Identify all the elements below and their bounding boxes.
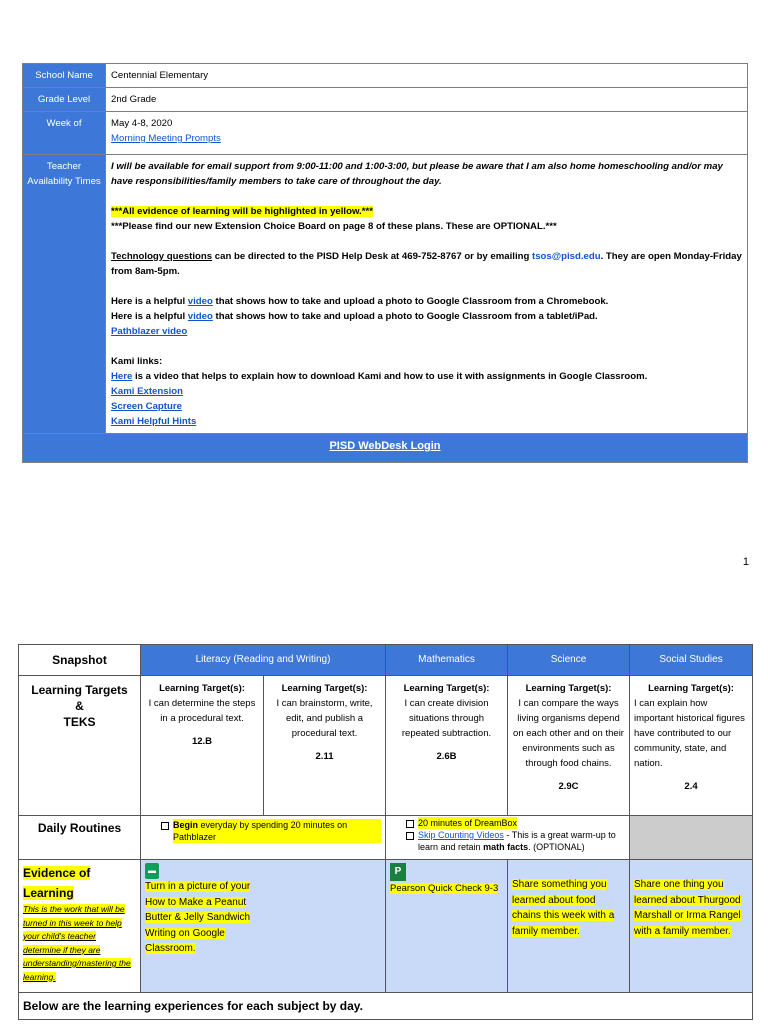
header-row bbox=[19, 645, 753, 676]
social-studies-evidence-text: Share one thing you learned about Thurgood Marshall or Irma Rangel with a family member. bbox=[634, 879, 741, 937]
info-table bbox=[22, 63, 748, 463]
availability-text: I will be available for email support from 9:00-11:00 and 1:00-3:00, but please be aware that I am also home homeschooling and/or may have responsibilities/family members to take care of throughout the day. bbox=[111, 161, 723, 187]
social-studies-target bbox=[630, 676, 753, 816]
kami-here-link[interactable]: Here bbox=[111, 371, 133, 382]
week-of-label: Week of bbox=[23, 112, 106, 155]
checkbox-icon bbox=[406, 832, 414, 840]
science-evidence-text: Share something you learned about food chains this week with a family member. bbox=[512, 879, 615, 937]
week-of-cell bbox=[106, 112, 748, 155]
google-classroom-icon: ▬ bbox=[145, 863, 159, 879]
evidence-label-cell bbox=[19, 860, 141, 993]
availability-row bbox=[23, 155, 748, 434]
literacy-routine bbox=[141, 816, 386, 860]
literacy-header: Literacy (Reading and Writing) bbox=[141, 645, 386, 676]
daily-routines-row bbox=[19, 816, 753, 860]
chromebook-video-link[interactable]: video bbox=[187, 296, 213, 307]
pathblazer-video-link[interactable]: Pathblazer video bbox=[111, 326, 188, 337]
evidence-row bbox=[19, 860, 753, 993]
week-of-value: May 4-8, 2020 bbox=[111, 118, 173, 129]
social-studies-header: Social Studies bbox=[630, 645, 753, 676]
target-text: I can brainstorm, write, edit, and publish a procedural text. bbox=[276, 698, 373, 739]
science-header: Science bbox=[508, 645, 630, 676]
evidence-highlight-note: ***All evidence of learning will be highlighted in yellow.*** bbox=[111, 206, 373, 217]
school-row bbox=[23, 64, 748, 88]
science-evidence bbox=[508, 860, 630, 993]
checkbox-icon bbox=[406, 820, 414, 828]
target-title: Learning Target(s): bbox=[648, 683, 734, 694]
math-evidence-text: Pearson Quick Check 9-3 bbox=[390, 883, 499, 894]
daily-routines-label: Daily Routines bbox=[19, 816, 141, 860]
teks-code: 2.4 bbox=[684, 781, 698, 792]
tech-hours: . They are open Monday-Friday from 8am-5pm. bbox=[111, 251, 742, 277]
footer-cell bbox=[23, 434, 748, 463]
literacy-routine-text: everyday by spending 20 minutes on Pathblazer bbox=[173, 820, 348, 842]
target-title: Learning Target(s): bbox=[525, 683, 612, 694]
math-target bbox=[386, 676, 508, 816]
tech-email-link[interactable]: tsos@pisd.edu bbox=[532, 251, 601, 262]
target-title: Learning Target(s): bbox=[403, 683, 490, 694]
tech-text: can be directed to the PISD Help Desk at 469-752-8767 or by emailing bbox=[212, 251, 533, 262]
literacy-evidence-text: Turn in a picture of your How to Make a Peanut Butter & Jelly Sandwich Writing on Google Classroom. bbox=[145, 881, 251, 954]
math-evidence bbox=[386, 860, 508, 993]
target-text: I can compare the ways living organisms depend on each other and on their environments such as through food chains. bbox=[513, 698, 624, 769]
literacy-evidence bbox=[141, 860, 386, 993]
kami-links-title: Kami links: bbox=[111, 356, 163, 367]
target-text: I can create division situations through repeated subtraction. bbox=[401, 698, 492, 739]
helpful-text-2: that shows how to take and upload a photo to Google Classroom from a tablet/iPad. bbox=[212, 311, 598, 322]
dreambox-item: 20 minutes of DreamBox bbox=[418, 818, 518, 828]
learning-targets-label: Learning Targets & TEKS bbox=[19, 676, 141, 816]
skip-counting-text: - This is a great warm-up to learn and retain bbox=[418, 830, 616, 852]
school-name-label: School Name bbox=[23, 64, 106, 88]
week-row bbox=[23, 112, 748, 155]
optional-text: . (OPTIONAL) bbox=[528, 842, 585, 852]
helpful-prefix-1: Here is a helpful bbox=[111, 296, 188, 307]
teks-code: 2.9C bbox=[558, 781, 579, 792]
screen-capture-link[interactable]: Screen Capture bbox=[111, 401, 182, 412]
kami-hints-link[interactable]: Kami Helpful Hints bbox=[111, 416, 197, 427]
math-header: Mathematics bbox=[386, 645, 508, 676]
learning-experiences-text: Below are the learning experiences for each subject by day. bbox=[19, 993, 753, 1020]
target-text: I can explain how important historical figures have contributed to our community, state, and nation. bbox=[634, 698, 745, 769]
evidence-title: Evidence of Learning bbox=[23, 866, 91, 900]
morning-meeting-link[interactable]: Morning Meeting Prompts bbox=[111, 133, 221, 144]
grade-level-value: 2nd Grade bbox=[106, 88, 748, 112]
lesson-plan-table bbox=[18, 644, 753, 1020]
teks-code: 2.11 bbox=[315, 751, 334, 762]
pearson-icon: P bbox=[390, 863, 406, 881]
teacher-availability-label: Teacher Availability Times bbox=[23, 155, 106, 434]
skip-counting-link[interactable]: Skip Counting Videos bbox=[418, 830, 504, 840]
social-studies-evidence bbox=[630, 860, 753, 993]
school-name-value: Centennial Elementary bbox=[106, 64, 748, 88]
kami-extension-link[interactable]: Kami Extension bbox=[111, 386, 183, 397]
learning-targets-row bbox=[19, 676, 753, 816]
science-target bbox=[508, 676, 630, 816]
checkbox-icon bbox=[161, 822, 169, 830]
grade-row bbox=[23, 88, 748, 112]
evidence-subtitle: This is the work that will be turned in this week to help your child's teacher determine if they are understanding/mastering the learning. bbox=[23, 904, 131, 982]
page-number: 1 bbox=[742, 556, 749, 568]
literacy-target-1 bbox=[141, 676, 264, 816]
tablet-video-link[interactable]: video bbox=[187, 311, 213, 322]
social-studies-routine-empty bbox=[630, 816, 753, 860]
target-title: Learning Target(s): bbox=[281, 683, 368, 694]
literacy-target-2 bbox=[264, 676, 386, 816]
tech-questions-label: Technology questions bbox=[111, 251, 213, 262]
helpful-prefix-2: Here is a helpful bbox=[111, 311, 188, 322]
extension-note: ***Please find our new Extension Choice Board on page 8 of these plans. These are OPTIONAL.*** bbox=[111, 221, 557, 232]
teks-code: 2.6B bbox=[436, 751, 457, 762]
learning-experiences-row bbox=[19, 993, 753, 1020]
target-text: I can determine the steps in a procedural text. bbox=[148, 698, 256, 724]
snapshot-header: Snapshot bbox=[19, 645, 141, 676]
helpful-text-1: that shows how to take and upload a photo to Google Classroom from a Chromebook. bbox=[212, 296, 609, 307]
target-title: Learning Target(s): bbox=[159, 683, 245, 694]
webdesk-login-link[interactable]: PISD WebDesk Login bbox=[329, 440, 441, 452]
availability-cell bbox=[106, 155, 748, 434]
footer-row bbox=[23, 434, 748, 463]
grade-level-label: Grade Level bbox=[23, 88, 106, 112]
teks-code: 12.B bbox=[191, 736, 213, 747]
math-routine bbox=[386, 816, 630, 860]
math-facts-bold: math facts bbox=[483, 842, 529, 852]
begin-word: Begin bbox=[173, 820, 199, 830]
kami-text: is a video that helps to explain how to download Kami and how to use it with assignments in Google Classroom. bbox=[132, 371, 648, 382]
